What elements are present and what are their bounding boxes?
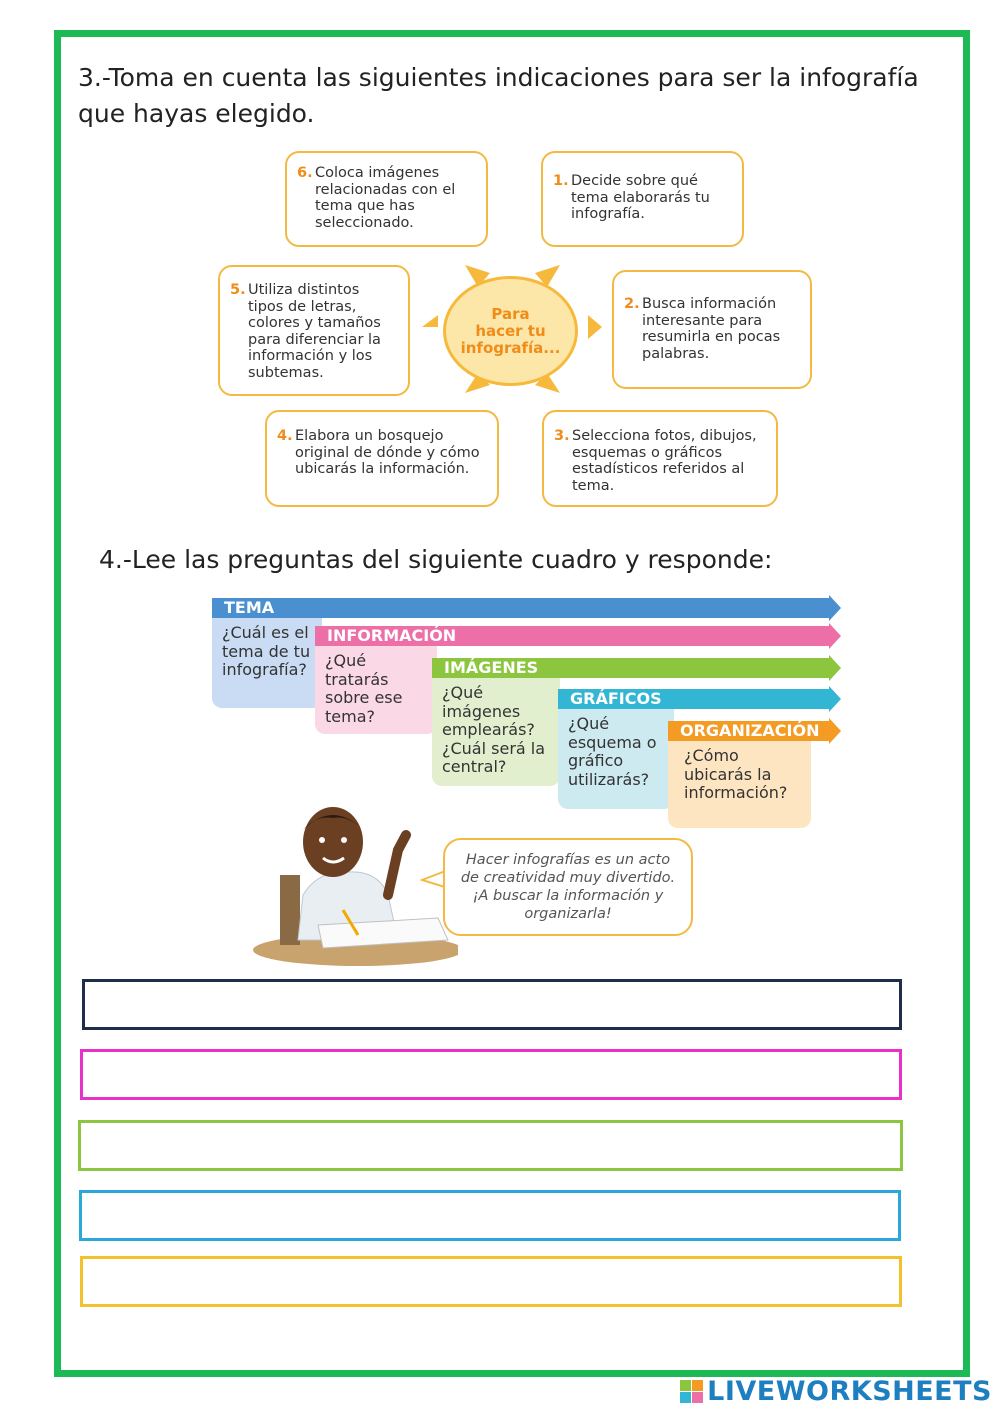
hub-line3: infografía...	[460, 338, 561, 357]
band-tema: TEMA	[212, 598, 830, 618]
step-number: 4.	[277, 428, 293, 444]
hub-line1: Para	[491, 304, 530, 323]
section-3-title	[78, 60, 919, 132]
step-1	[541, 151, 744, 247]
band-organizacion-arrow-icon	[829, 718, 841, 744]
step-text: Selecciona fotos, dibujos, esquemas o gráficos estadísticos referidos al tema.	[572, 428, 757, 494]
band-informacion: INFORMACIÓN	[315, 626, 830, 646]
answer-box-organizacion[interactable]	[80, 1256, 902, 1307]
answer-box-informacion[interactable]	[80, 1049, 902, 1100]
hub-line2: hacer tu	[475, 321, 546, 340]
step-text: Elabora un bosquejo original de dónde y cómo ubicarás la información.	[295, 428, 480, 477]
band-informacion-arrow-icon	[829, 623, 841, 649]
liveworksheets-brand: LIVEWORKSHEETS	[707, 1376, 992, 1407]
answer-box-tema[interactable]	[82, 979, 902, 1030]
chair-shape	[280, 875, 300, 945]
question-card-informacion: ¿Qué tratarás sobre ese tema?	[315, 646, 437, 734]
step-text: Busca información interesante para resumirla en pocas palabras.	[642, 296, 781, 362]
liveworksheets-footer[interactable]	[680, 1376, 992, 1407]
answer-box-imagenes[interactable]	[78, 1120, 903, 1171]
band-imagenes: IMÁGENES	[432, 658, 830, 678]
band-organizacion: ORGANIZACIÓN	[668, 721, 830, 741]
step-4	[265, 410, 499, 507]
step-number: 1.	[553, 173, 569, 189]
band-graficos: GRÁFICOS	[558, 689, 830, 709]
band-graficos-arrow-icon	[829, 686, 841, 712]
eye-right	[341, 837, 347, 843]
step-text: Decide sobre qué tema elaborarás tu infografía.	[571, 173, 710, 222]
ray-arrow-right	[588, 315, 602, 339]
eye-left	[319, 837, 325, 843]
liveworksheets-logo-icon	[680, 1380, 704, 1404]
question-card-imagenes: ¿Qué imágenes emplearás? ¿Cuál será la central?	[432, 678, 560, 786]
band-tema-arrow-icon	[829, 595, 841, 621]
step-number: 3.	[554, 428, 570, 444]
step-number: 5.	[230, 282, 246, 298]
step-2	[612, 270, 812, 389]
center-hub	[443, 276, 578, 386]
step-number: 2.	[624, 296, 640, 312]
step-text: Utiliza distintos tipos de letras, colores y tamaños para diferenciar la información y los subtemas.	[248, 282, 381, 381]
question-card-graficos: ¿Qué esquema o gráfico utilizarás?	[558, 709, 674, 809]
step-number: 6.	[297, 165, 313, 181]
answer-box-graficos[interactable]	[79, 1190, 901, 1241]
step-6	[285, 151, 488, 247]
section-3-title-line1: 3.-Toma en cuenta las siguientes indicaciones para ser la infografía	[78, 63, 919, 92]
step-5	[218, 265, 410, 396]
ray-arrow-left	[422, 315, 438, 339]
section-4-title: 4.-Lee las preguntas del siguiente cuadro y responde:	[99, 545, 773, 574]
raised-arm-shape	[388, 835, 406, 895]
question-card-organizacion: ¿Cómo ubicarás la información?	[668, 741, 811, 828]
step-3	[542, 410, 778, 507]
band-imagenes-arrow-icon	[829, 655, 841, 681]
speech-bubble: Hacer infografías es un acto de creatividad muy divertido. ¡A buscar la información y organizarla!	[443, 838, 693, 936]
question-card-tema: ¿Cuál es el tema de tu infografía?	[212, 618, 322, 708]
section-3-title-line2: que hayas elegido.	[78, 99, 315, 128]
step-text: Coloca imágenes relacionadas con el tema que has seleccionado.	[315, 165, 456, 231]
